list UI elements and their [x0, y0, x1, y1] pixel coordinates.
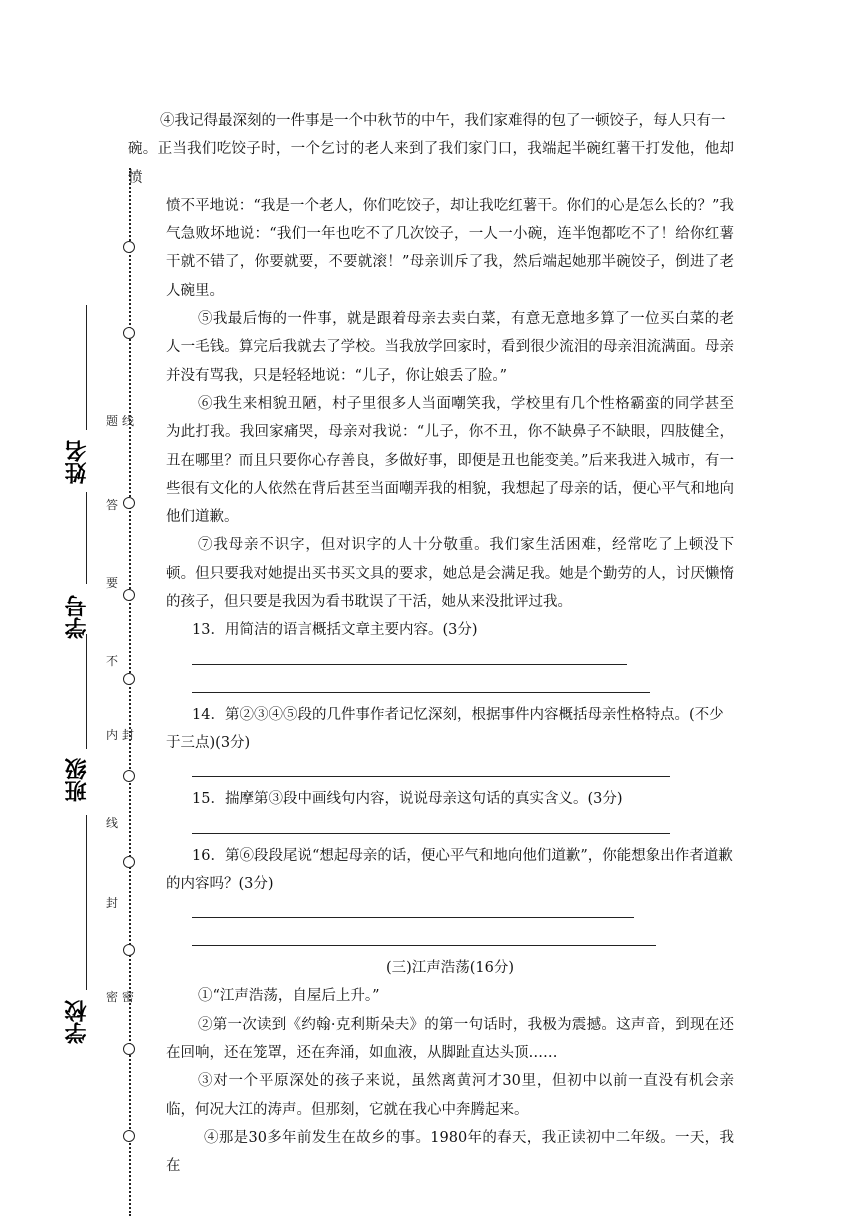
- answer-line[interactable]: [166, 757, 734, 785]
- class-field-line[interactable]: [86, 634, 87, 749]
- section-3-paragraph-4: ④那是30多年前发生在故乡的事。1980年的春天，我正读初中二年级。一天，我在: [166, 1129, 734, 1175]
- question-13: 13．用简洁的语言概括文章主要内容。(3分): [192, 622, 478, 639]
- paragraph-4-rest: 愤不平地说：“我是一个老人，你们吃饺子，却让我吃红薯干。你们的心是怎么长的？”我气急败坏地说：“我们一年也吃不了几次饺子，一人一小碗，连半饱都吃不了！给你红薯干就不错了，你要就要，不要就滚！”母亲训斥了我，然后端起她那半碗饺子，倒进了老人碗里。: [166, 197, 734, 299]
- paragraph-4-line-1: ④我记得最深刻的一件事是一个中秋节的中午，我们家难得的包了一顿饺子，每人只有一: [160, 113, 726, 129]
- seal-char: 要: [105, 576, 118, 590]
- school-label: 学校: [65, 1000, 90, 1044]
- answer-line[interactable]: [166, 926, 734, 954]
- question-15: 15．揣摩第③段中画线句内容，说说母亲这句话的真实含义。(3分): [192, 791, 623, 808]
- name-field-line[interactable]: [86, 305, 87, 430]
- paragraph-7: ⑦我母亲不识字，但对识字的人十分敬重。我们家生活困难，经常吃了上顿没下顿。但只要我对她提出买书买文具的要求，她总是会满足我。她是个勤劳的人，讨厌懒惰的孩子，但只要是我因为看书耽误了干活，她从来没批评过我。: [166, 537, 734, 611]
- seal-char: 封: [105, 896, 118, 910]
- section-3-paragraph-2: ②第一次读到《约翰·克利斯朵夫》的第一句话时，我极为震撼。这声音，到现在还在回响，还在笼罩，还在奔涌，如血液，从脚趾直达头顶……: [166, 1016, 734, 1062]
- paragraph-4-line-2: 碗。正当我们吃饺子时，一个乞讨的老人来到了我们家门口，我端起半碗红薯干打发他，他却愤: [128, 141, 734, 186]
- answer-line[interactable]: [166, 673, 734, 701]
- seal-char: 封: [121, 728, 134, 742]
- seal-char: 题: [105, 414, 118, 428]
- question-16: 16．第⑥段段尾说“想起母亲的话，便心平气和地向他们道歉”，你能想象出作者道歉的内容吗？(3分): [166, 847, 733, 892]
- section-3-paragraph-1: ①“江声浩荡，自屋后上升。”: [198, 988, 380, 1005]
- seal-char: 内: [105, 728, 118, 742]
- student-no-field-line[interactable]: [86, 492, 87, 584]
- school-field-line[interactable]: [86, 815, 87, 990]
- answer-line[interactable]: [166, 814, 734, 842]
- answer-line[interactable]: [166, 645, 734, 673]
- seal-char: 答: [105, 498, 118, 512]
- seal-char: 线: [121, 414, 134, 428]
- name-label: 姓名: [65, 440, 90, 484]
- seal-char: 密: [105, 990, 118, 1004]
- indented-block: [128, 192, 734, 1181]
- seal-char: 线: [105, 816, 118, 830]
- answer-line[interactable]: [166, 898, 734, 926]
- paragraph-6: ⑥我生来相貌丑陋，村子里很多人当面嘲笑我，学校里有几个性格霸蛮的同学甚至为此打我。我回家痛哭，母亲对我说：“儿子，你不丑，你不缺鼻子不缺眼，四肢健全，丑在哪里？而且只要你心存善良，多做好事，即便是丑也能变美。”后来我进入城市，有一些很有文化的人依然在背后甚至当面嘲弄我的相貌，我想起了母亲的话，便心平气和地向他们道歉。: [166, 395, 734, 526]
- student-no-label: 学号: [65, 595, 90, 639]
- section-3-title: (三)江声浩荡(16分): [385, 960, 515, 977]
- paragraph-5: ⑤我最后悔的一件事，就是跟着母亲去卖白菜，有意无意地多算了一位买白菜的老人一毛钱。算完后我就去了学校。当我放学回家时，看到很少流泪的母亲泪流满面。母亲并没有骂我，只是轻轻地说：“儿子，你让娘丢了脸。”: [166, 311, 734, 384]
- page-content: [128, 107, 734, 1181]
- section-3-paragraph-3: ③对一个平原深处的孩子来说，虽然离黄河才30里，但初中以前一直没有机会亲临，何况大江的涛声。但那刻，它就在我心中奔腾起来。: [166, 1073, 734, 1118]
- question-14: 14．第②③④⑤段的几件事作者记忆深刻，根据事件内容概括母亲性格特点。(不少于三点)(3分): [166, 706, 724, 751]
- class-label: 班级: [65, 758, 90, 802]
- seal-char: 密: [121, 990, 134, 1004]
- seal-char: 不: [105, 654, 118, 668]
